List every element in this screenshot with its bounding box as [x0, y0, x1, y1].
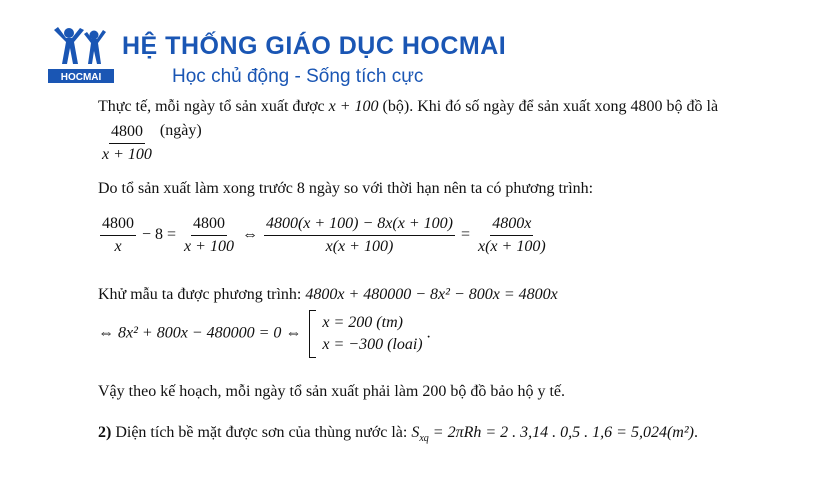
paragraph-1 [98, 98, 718, 116]
p1-expression: x + 100 [328, 98, 379, 115]
eq1-f4-numerator: 4800x [490, 214, 533, 236]
p5-text: Diện tích bề mặt được sơn của thùng nước là: [115, 424, 408, 441]
equation-2 [98, 310, 431, 358]
p5-period: . [693, 424, 698, 441]
eq1-fraction-3 [264, 214, 455, 257]
brand-title: HỆ THỐNG GIÁO DỤC HOCMAI [122, 32, 507, 60]
p3-text: Khử mẫu ta được phương trình: [98, 286, 302, 303]
eq1-f1-numerator: 4800 [100, 214, 136, 236]
p5-unit: (m²) [666, 424, 694, 441]
p1-text-2: (bộ). Khi đó số ngày để sản xuất xong 4800 bộ đồ là [382, 98, 719, 115]
solution-case-2: x = −300 (loai) [322, 336, 423, 353]
iff-symbol: ⇔ [241, 226, 258, 244]
paragraph-2: Do tổ sản xuất làm xong trước 8 ngày so với thời hạn nên ta có phương trình: [98, 180, 594, 197]
brand-slogan: Học chủ động - Sống tích cực [172, 66, 424, 87]
equals-sign: = [460, 226, 470, 244]
fraction-denominator: x + 100 [102, 146, 152, 163]
solution-case-1: x = 200 (tm) [322, 314, 403, 331]
paragraph-4: Vậy theo kế hoạch, mỗi ngày tổ sản xuất phải làm 200 bộ đồ bảo hộ y tế. [98, 383, 566, 400]
paragraph-1-fraction [98, 122, 202, 165]
p5-expression: = 2πRh = 2 . 3,14 . 0,5 . 1,6 = 5,024 [432, 424, 667, 441]
eq1-f2-numerator: 4800 [191, 214, 227, 236]
hocmai-logo [48, 24, 114, 86]
eq1-minus-8: − 8 = [142, 226, 177, 244]
paragraph-5 [98, 424, 698, 444]
p3-expression: 4800x + 480000 − 8x² − 800x = 4800x [305, 286, 558, 303]
eq1-fraction-4 [476, 214, 548, 257]
eq1-f2-denominator: x + 100 [184, 238, 234, 255]
eq1-fraction-1 [100, 214, 136, 257]
p1-text: Thực tế, mỗi ngày tổ sản xuất được [98, 98, 325, 115]
page-header [48, 24, 748, 88]
eq1-f4-denominator: x(x + 100) [478, 238, 546, 255]
solution-bracket [309, 310, 316, 358]
p5-lhs: S [411, 424, 420, 441]
p5-subscript: xq [419, 433, 429, 445]
eq2-left: ⇔ 8x² + 800x − 480000 = 0 ⇔ [98, 324, 302, 342]
unit-days: (ngày) [159, 122, 202, 140]
p5-label: 2) [98, 424, 112, 441]
solution-cases [322, 312, 422, 356]
eq1-f3-denominator: x(x + 100) [325, 238, 394, 255]
paragraph-3 [98, 286, 558, 304]
eq1-fraction-2 [182, 214, 236, 257]
fraction-numerator: 4800 [109, 122, 145, 144]
fraction-days [100, 122, 154, 165]
logo-text: HOCMAI [60, 72, 102, 83]
eq1-f3-numerator: 4800(x + 100) − 8x(x + 100) [264, 214, 455, 236]
eq1-f1-denominator: x [114, 238, 122, 255]
eq2-period: . [426, 324, 431, 342]
equation-1 [98, 214, 550, 257]
